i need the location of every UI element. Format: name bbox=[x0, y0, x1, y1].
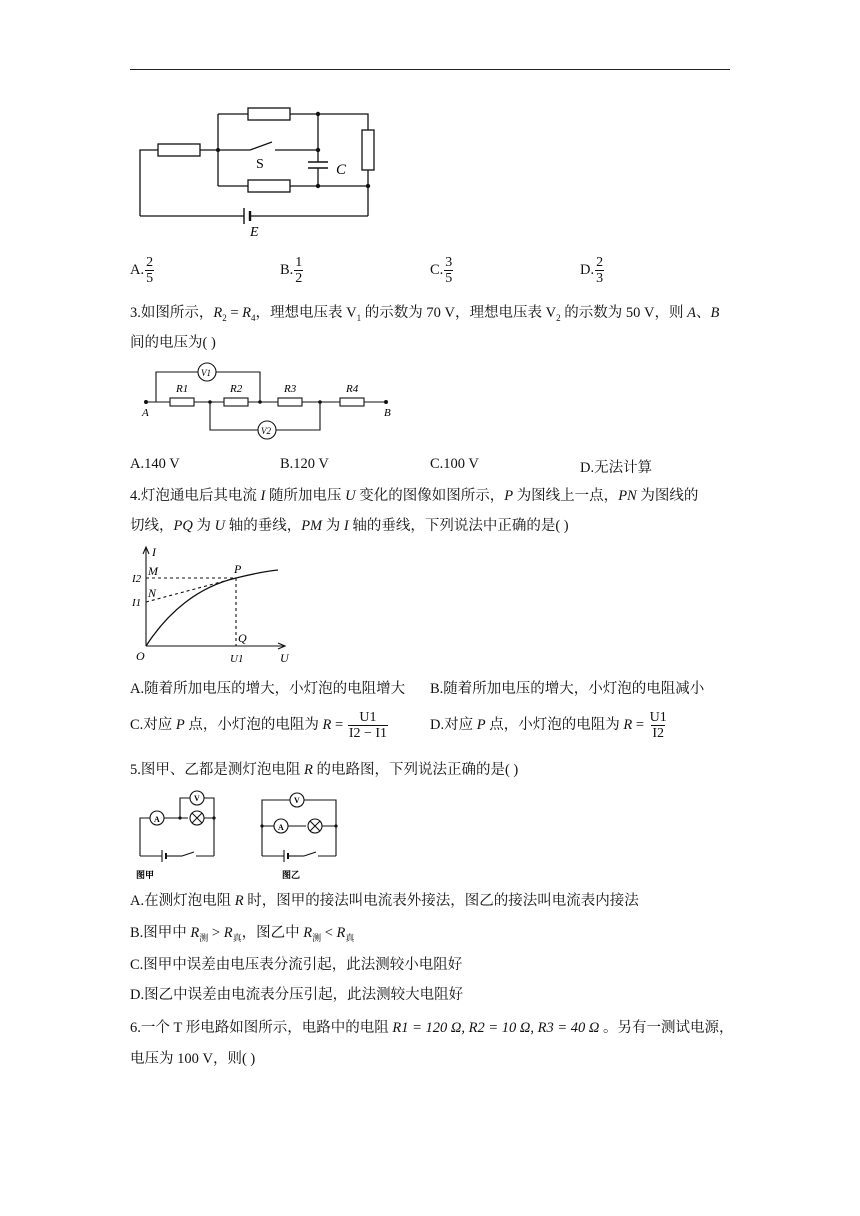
ammeter-a-label-left: A bbox=[154, 815, 160, 824]
q5-option-a: A.在测灯泡电阻 R 时，图甲的接法叫电流表外接法，图乙的接法叫电流表内接法 bbox=[130, 893, 639, 909]
q3-option-a: A.140 V bbox=[130, 456, 180, 472]
label-b: B bbox=[384, 407, 391, 419]
q5-option-d: D.图乙中误差由电流表分压引起，此法测较大电阻好 bbox=[130, 987, 464, 1003]
resistor-left bbox=[158, 144, 200, 156]
header-rule bbox=[130, 69, 730, 70]
q4-option-d: D.对应 P 点，小灯泡的电阻为 R = $\frac{U1}{I2}$ bbox=[430, 710, 667, 741]
q4-stem-line1: 4.灯泡通电后其电流 I 随所加电压 U 变化的图像如图所示，P 为图线上一点，PN 为图线的 bbox=[130, 488, 699, 504]
q2-option-b: B. $\frac{1}{2}$ bbox=[280, 255, 303, 286]
ammeter-a-label-right: A bbox=[278, 823, 284, 832]
q4-option-b: B.随着所加电压的增大，小灯泡的电阻减小 bbox=[430, 681, 705, 697]
resistor-right bbox=[362, 130, 374, 170]
label-v2: V2 bbox=[261, 426, 271, 436]
q3-option-c: C.100 V bbox=[430, 456, 479, 472]
axis-label-u: U bbox=[280, 651, 289, 665]
q3-option-d: D.无法计算 bbox=[580, 460, 653, 476]
point-q-label: Q bbox=[238, 631, 247, 645]
label-r2: R2 bbox=[230, 383, 243, 395]
point-p-label: P bbox=[234, 562, 242, 576]
u1-label: U1 bbox=[230, 653, 244, 665]
caption-right: 图乙 bbox=[282, 870, 301, 880]
label-r3: R3 bbox=[284, 383, 297, 395]
label-a: A bbox=[142, 407, 149, 419]
q4-option-c: C.对应 P 点，小灯泡的电阻为 R = $\frac{U1}{I2 - I1}$ bbox=[130, 710, 388, 741]
q5-circuit-diagrams bbox=[132, 786, 362, 882]
axis-label-i: I bbox=[152, 545, 156, 559]
origin-label: O bbox=[136, 649, 145, 663]
q3-resistor-chain-diagram bbox=[140, 358, 400, 442]
q4-stem-line2: 切线，PQ 为 U 轴的垂线，PM 为 I 轴的垂线，下列说法中正确的是( ) bbox=[130, 518, 569, 534]
label-r1: R1 bbox=[176, 383, 189, 395]
iu-graph bbox=[128, 542, 298, 672]
voltmeter-v-label-right: V bbox=[294, 796, 300, 805]
resistor-top bbox=[248, 108, 290, 120]
label-v1: V1 bbox=[201, 368, 211, 378]
q3-option-b: B.120 V bbox=[280, 456, 329, 472]
iu-curve bbox=[146, 570, 278, 646]
capacitor-label: C bbox=[336, 162, 347, 178]
q5-option-b: B.图甲中 $R_测 > R_真$，图乙中 $R_测 < R_真$ bbox=[130, 925, 355, 943]
q3-stem-line2: 间的电压为( ) bbox=[130, 335, 216, 351]
q6-stem-line1: 6.一个 T 形电路如图所示，电路中的电阻 R1 = 120 Ω, R2 = 10 Ω, R3 = 40 Ω 。另有一测试电源， bbox=[130, 1020, 734, 1036]
label-r4: R4 bbox=[346, 383, 359, 395]
point-n-label: N bbox=[148, 586, 157, 600]
q2-option-a: A. $\frac{2}{5}$ bbox=[130, 255, 154, 286]
q5-option-c: C.图甲中误差由电压表分流引起，此法测较小电阻好 bbox=[130, 957, 463, 973]
q6-stem-line2: 电压为 100 V，则( ) bbox=[130, 1051, 256, 1067]
point-m-label: M bbox=[148, 564, 158, 578]
voltmeter-v-label-left: V bbox=[194, 794, 200, 803]
q2-option-d: D. $\frac{2}{3}$ bbox=[580, 255, 604, 286]
i2-label: I2 bbox=[132, 573, 142, 585]
resistor-bottom bbox=[248, 180, 290, 192]
capacitor-circuit-diagram bbox=[130, 100, 390, 240]
q3-stem-line1: 3.如图所示，$R_2 = R_4$，理想电压表 $V_1$ 的示数为 70 V，理想电压表 $V_2$ 的示数为 50 V，则 A、B bbox=[130, 305, 720, 323]
q6-resistor-values: R1 = 120 Ω, R2 = 10 Ω, R3 = 40 Ω bbox=[392, 1020, 600, 1036]
q2-option-c: C. $\frac{3}{5}$ bbox=[430, 255, 453, 286]
q4-option-a: A.随着所加电压的增大，小灯泡的电阻增大 bbox=[130, 681, 406, 697]
q5-stem: 5.图甲、乙都是测灯泡电阻 R 的电路图，下列说法正确的是( ) bbox=[130, 762, 519, 778]
caption-left: 图甲 bbox=[136, 870, 155, 880]
i1-label: I1 bbox=[132, 597, 142, 609]
battery-label: E bbox=[250, 225, 259, 240]
switch-label: S bbox=[256, 157, 264, 172]
switch-s bbox=[250, 142, 272, 150]
